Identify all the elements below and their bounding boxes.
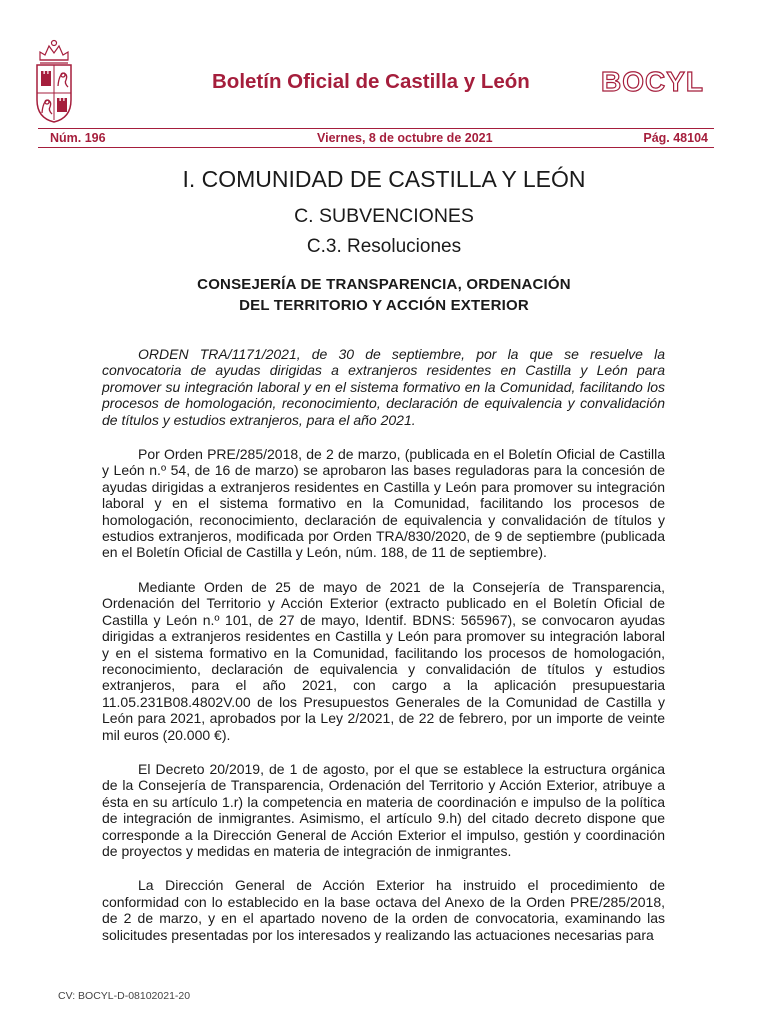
verification-code: CV: BOCYL-D-08102021-20 [58,990,191,1002]
issue-date: Viernes, 8 de octubre de 2021 [317,131,493,145]
department-line-1: CONSEJERÍA DE TRANSPARENCIA, ORDENACIÓN [197,276,571,293]
coat-of-arms-icon [34,38,74,124]
page-number: Pág. 48104 [643,131,708,145]
bocyl-logo: BOCYL [601,66,704,97]
issue-meta-bar [38,128,714,148]
order-summary-paragraph: ORDEN TRA/1171/2021, de 30 de septiembre, por la que se resuelve la convocatoria de ayudas dirigidas a extranjeros residentes en Castilla y León para promover su integración laboral y en el sistema formativo en la Comunidad, facilitando los procesos de homologación, reconocimiento, declaración de equivalencia y convalidación de títulos y estudios extranjeros, para el año 2021. [102,346,665,428]
section-heading-level1: I. COMUNIDAD DE CASTILLA Y LEÓN [182,166,586,192]
body-paragraph: El Decreto 20/2019, de 1 de agosto, por el que se establece la estructura orgánica de la Consejería de Transparencia, Ordenación del Territorio y Acción Exterior, atribuye a ésta en su artículo 1.r) la competencia en materia de coordinación e impulso de la política de integración de inmigrantes. Asimismo, el artículo 9.h) del citado decreto dispone que corresponde a la Dirección General de Acción Exterior el impulso, gestión y coordinación de proyectos y medidas en materia de integración de inmigrantes. [102,760,665,859]
bulletin-title: Boletín Oficial de Castilla y León [212,70,530,93]
body-paragraph: Por Orden PRE/285/2018, de 2 de marzo, (publicada en el Boletín Oficial de Castilla y León n.º 54, de 16 de marzo) se aprobaron las bases reguladoras para la concesión de ayudas dirigidas a extranjeros residentes en Castilla y León para promover su integración laboral y en el sistema formativo en la Comunidad, facilitando los procesos de homologación, reconocimiento, declaración de equivalencia y convalidación de títulos y estudios extranjeros, modificada por Orden TRA/830/2020, de 9 de septiembre (publicada en el Boletín Oficial de Castilla y León, núm. 188, de 11 de septiembre). [102,446,665,561]
section-heading-level3: C.3. Resoluciones [306,236,462,257]
body-paragraph: La Dirección General de Acción Exterior ha instruido el procedimiento de conformidad con lo establecido en la base octava del Anexo de la Orden PRE/285/2018, de 2 de marzo, y en el apartado noveno de la orden de convocatoria, examinando las solicitudes presentadas por los interesados y realizando las actuaciones necesarias para [102,877,665,943]
document-body [102,346,665,961]
section-heading-level2: C. SUBVENCIONES [294,205,474,227]
department-line-2: DEL TERRITORIO Y ACCIÓN EXTERIOR [239,297,529,314]
body-paragraph: Mediante Orden de 25 de mayo de 2021 de la Consejería de Transparencia, Ordenación del Territorio y Acción Exterior (extracto publicado en el Boletín Oficial de Castilla y León n.º 101, de 27 de mayo, Identif. BDNS: 565967), se convocaron ayudas dirigidas a extranjeros residentes en Castilla y León para promover su integración laboral y en el sistema formativo en la Comunidad, facilitando los procesos de homologación, reconocimiento, declaración de equivalencia y convalidación de títulos y estudios extranjeros, para el año 2021, con cargo a la aplicación presupuestaria 11.05.231B08.4802V.00 de los Presupuestos Generales de la Comunidad de Castilla y León para 2021, aprobados por la Ley 2/2021, de 22 de febrero, por un importe de veinte mil euros (20.000 €). [102,578,665,743]
department-heading [0,274,768,316]
issue-number: Núm. 196 [50,131,106,145]
